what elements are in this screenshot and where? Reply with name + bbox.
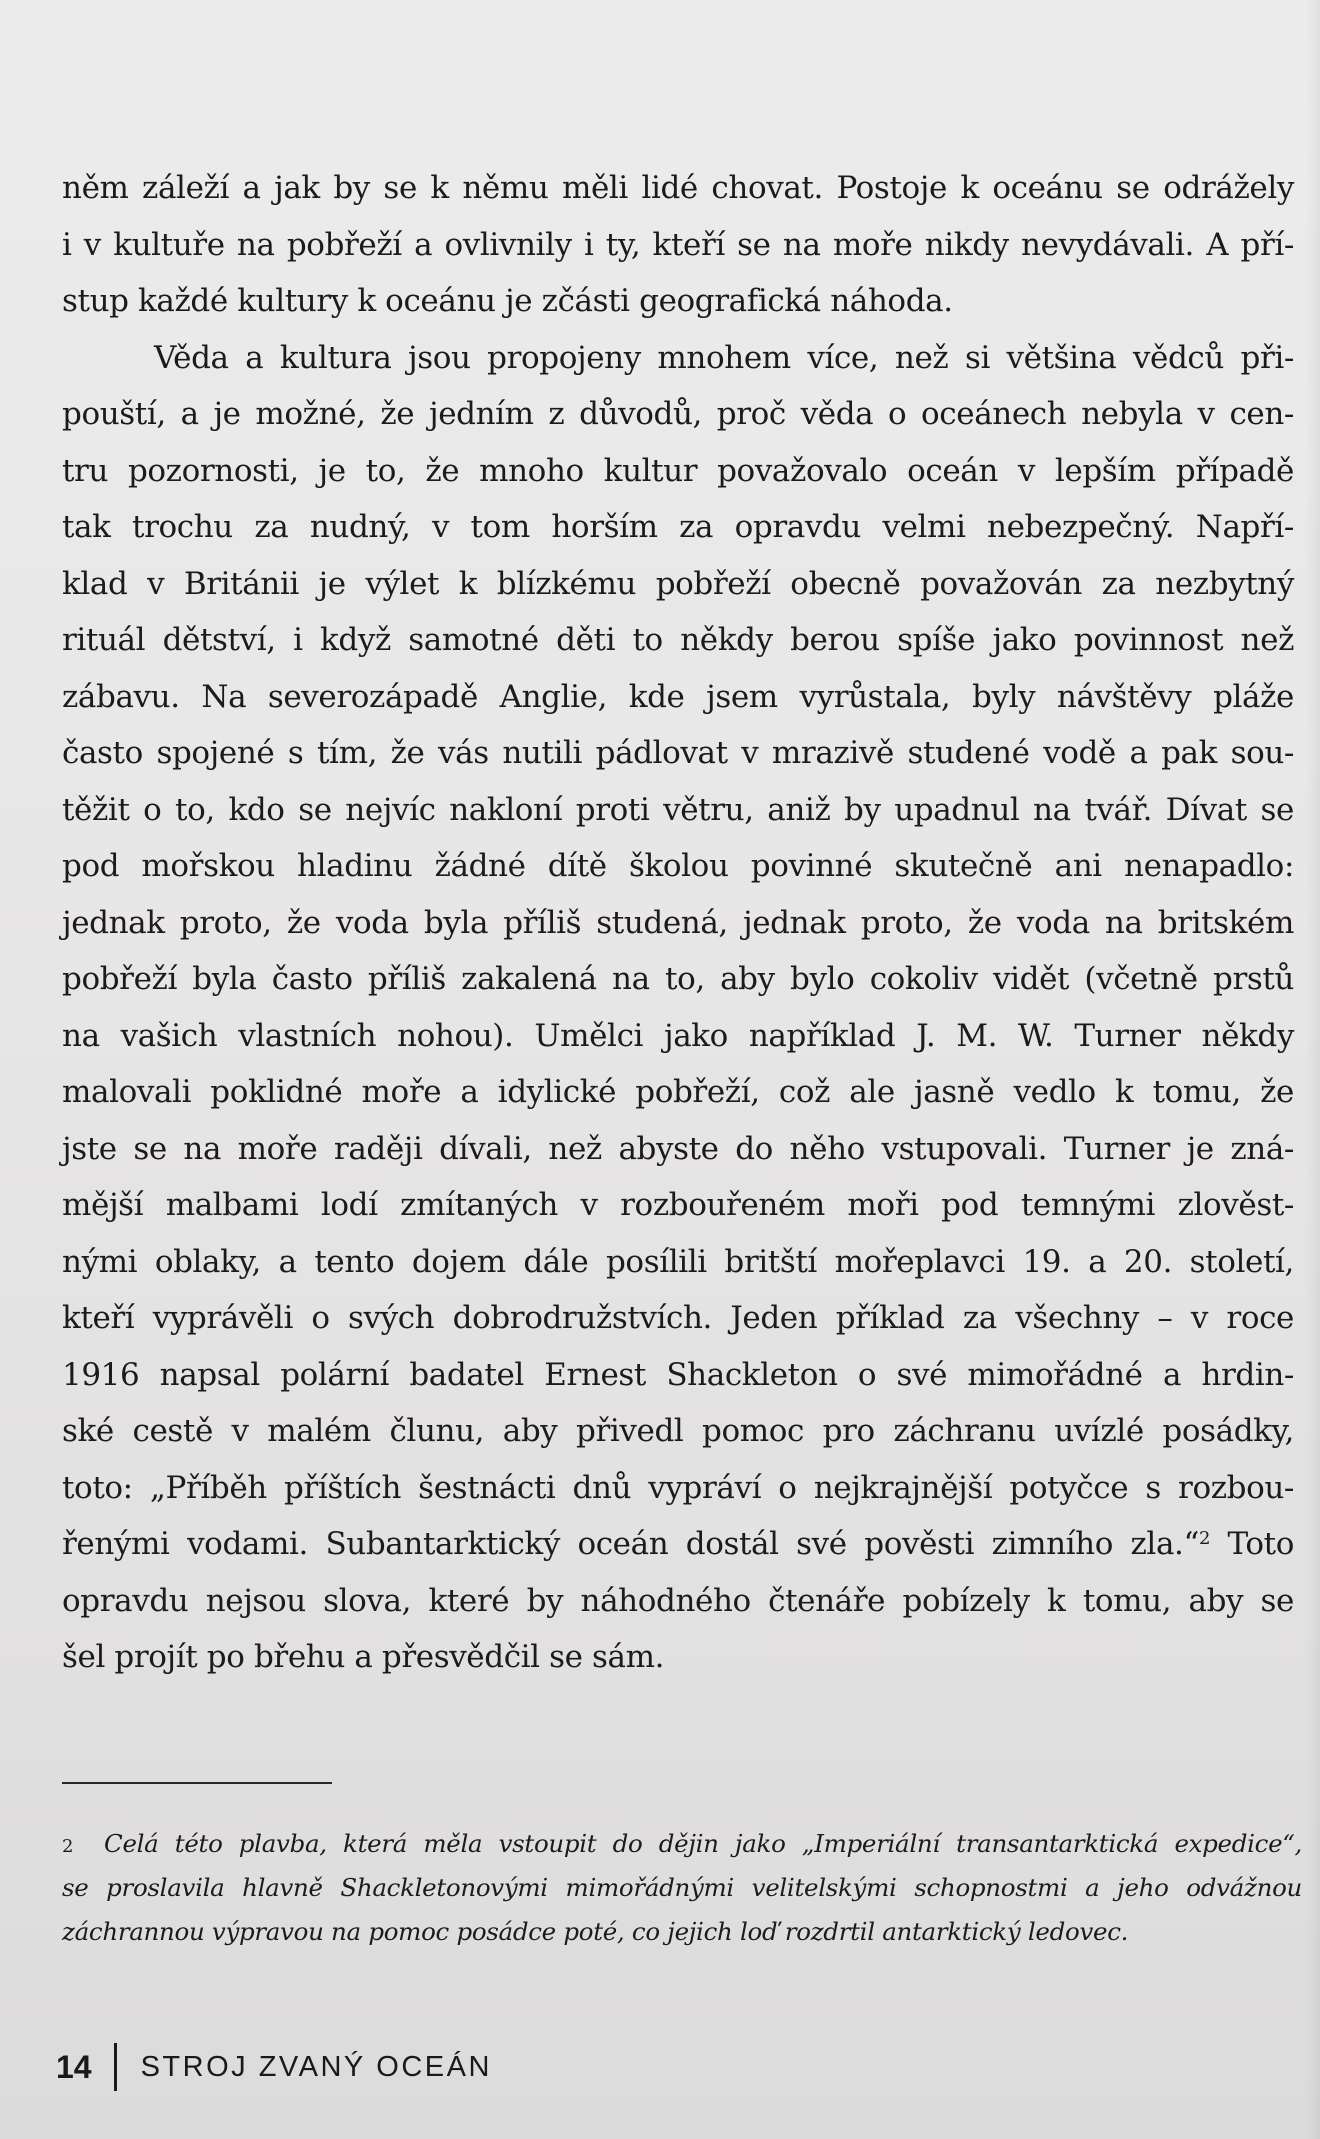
- footnote-line: [62, 1822, 1302, 1866]
- body-line: ské cestě v malém člunu, aby přivedl pomoc pro záchranu uvízlé posádky,: [62, 1413, 1294, 1449]
- body-line: stup každé kultury k oceánu je zčásti geografická náhoda.: [62, 283, 953, 319]
- footer-divider: [114, 2043, 117, 2091]
- body-line: tak trochu za nudný, v tom horším za opravdu velmi nebezpečný. Napří-: [62, 509, 1294, 545]
- body-line: pod mořskou hladinu žádné dítě školou povinné skutečně ani nenapadlo:: [62, 848, 1294, 884]
- body-line: tru pozornosti, je to, že mnoho kultur považovalo oceán v lepším případě: [62, 452, 1294, 489]
- body-line: opravdu nejsou slova, které by náhodného čtenáře pobízely k tomu, aby se: [62, 1582, 1294, 1619]
- body-line-text: řenými vodami. Subantarktický oceán dostál své pověsti zimního zla.“: [62, 1526, 1199, 1562]
- body-line: jednak proto, že voda byla příliš studená, jednak proto, že voda na britském: [62, 904, 1294, 941]
- body-line: mější malbami lodí zmítaných v rozbouřeném moři pod temnými zlověst-: [62, 1187, 1294, 1223]
- body-line: toto: „Příběh příštích šestnácti dnů vypráví o nejkrajnější potyčce s rozbou-: [62, 1469, 1294, 1506]
- body-line: pobřeží byla často příliš zakalená na to, aby bylo cokoliv vidět (včetně prstů: [62, 961, 1294, 997]
- body-line: jste se na moře raději dívali, než abyste do něho vstupovali. Turner je zná-: [62, 1130, 1294, 1167]
- footnote: [62, 1822, 1302, 1954]
- footnote-separator-rule: [62, 1782, 332, 1784]
- paragraph-start-line: Věda a kultura jsou propojeny mnohem více, než si většina vědců při-: [154, 339, 1294, 376]
- footnote-line: záchrannou výpravou na pomoc posádce poté, co jejich loď rozdrtil antarktický ledovec.: [62, 1917, 1129, 1946]
- body-line: těžit o to, kdo se nejvíc nakloní proti větru, aniž by upadnul na tvář. Dívat se: [62, 791, 1294, 828]
- body-line: rituál dětství, i když samotné děti to někdy berou spíše jako povinnost než: [62, 622, 1294, 658]
- body-line: zábavu. Na severozápadě Anglie, kde jsem vyrůstala, byly návštěvy pláže: [62, 678, 1294, 715]
- body-line: kteří vyprávěli o svých dobrodružstvích. Jeden příklad za všechny – v roce: [62, 1300, 1294, 1336]
- body-line: malovali poklidné moře a idylické pobřeží, což ale jasně vedlo k tomu, že: [62, 1074, 1294, 1110]
- body-line: i v kultuře na pobřeží a ovlivnily i ty, kteří se na moře nikdy nevydávali. A pří-: [62, 226, 1294, 263]
- page-number: 14: [56, 2048, 92, 2085]
- body-line: 1916 napsal polární badatel Ernest Shackleton o své mimořádné a hrdin-: [62, 1356, 1294, 1393]
- footnote-reference[interactable]: 2: [1198, 1528, 1210, 1549]
- running-head-book-title: STROJ ZVANÝ OCEÁN: [140, 2050, 492, 2083]
- page-edge-shadow: [1306, 0, 1320, 2139]
- body-line: klad v Británii je výlet k blízkému pobřeží obecně považován za nezbytný: [62, 565, 1294, 602]
- body-line-with-footnote-ref: [62, 1516, 1294, 1573]
- footnote-line: se proslavila hlavně Shackletonovými mimořádnými velitelskými schopnostmi a jeho odvážnou: [62, 1873, 1302, 1902]
- body-line: něm záleží a jak by se k němu měli lidé chovat. Postoje k oceánu se odrážely: [62, 170, 1294, 206]
- footnote-line-text: Celá této plavba, která měla vstoupit do dějin jako „Imperiální transantarktická expedice“,: [104, 1829, 1302, 1858]
- body-text: [62, 160, 1294, 1686]
- page-footer: [56, 2042, 492, 2092]
- body-line: pouští, a je možné, že jedním z důvodů, proč věda o oceánech nebyla v cen-: [62, 396, 1294, 432]
- footnote-number: 2: [62, 1836, 74, 1857]
- body-line-tail: Toto: [1210, 1526, 1294, 1562]
- body-line: často spojené s tím, že vás nutili pádlovat v mrazivě studené vodě a pak sou-: [62, 735, 1294, 771]
- body-line-last: šel projít po břehu a přesvědčil se sám.: [62, 1639, 665, 1675]
- body-line: na vašich vlastních nohou). Umělci jako například J. M. W. Turner někdy: [62, 1017, 1294, 1054]
- body-line: nými oblaky, a tento dojem dále posílili britští mořeplavci 19. a 20. století,: [62, 1243, 1294, 1280]
